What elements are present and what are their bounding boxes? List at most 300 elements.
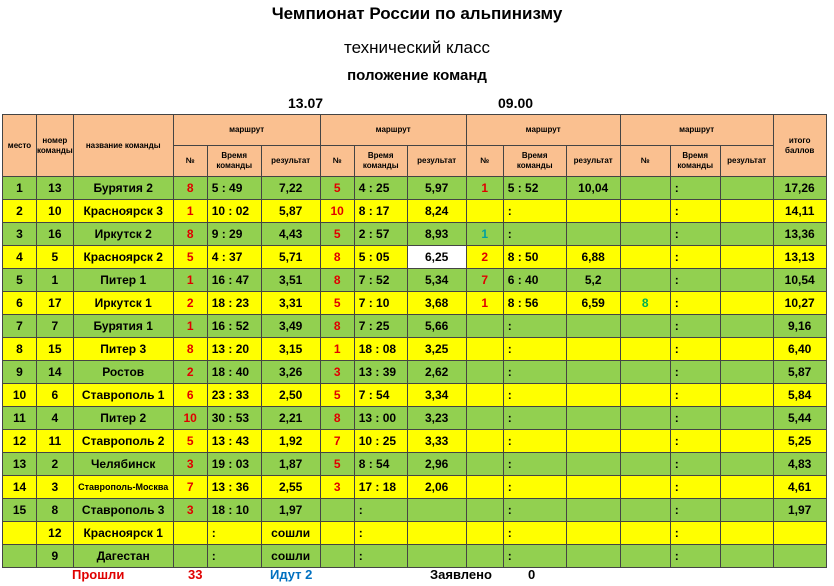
cell-route-1-no: 10	[173, 407, 207, 430]
header-time: Время команды	[207, 146, 261, 177]
cell-route-3-result: 5,2	[566, 269, 620, 292]
cell-route-3-result	[566, 407, 620, 430]
cell-route-1-time: 13 : 43	[207, 430, 261, 453]
header-route-2: маршрут	[320, 115, 466, 146]
cell-route-3-result: 10,04	[566, 177, 620, 200]
cell-route-4-no: 8	[620, 292, 670, 315]
table-row	[3, 223, 827, 246]
cell-team-number: 13	[37, 177, 74, 200]
cell-route-1-no: 6	[173, 384, 207, 407]
cell-route-4-time: :	[670, 361, 720, 384]
cell-route-2-time: 10 : 25	[354, 430, 407, 453]
cell-total: 4,61	[773, 476, 826, 499]
cell-route-2-time: :	[354, 499, 407, 522]
cell-route-4-time: :	[670, 200, 720, 223]
cell-route-4-result	[720, 407, 773, 430]
cell-route-4-no	[620, 361, 670, 384]
cell-route-1-time: 18 : 40	[207, 361, 261, 384]
cell-route-4-time: :	[670, 476, 720, 499]
cell-route-4-time: :	[670, 177, 720, 200]
cell-route-2-no: 10	[320, 200, 354, 223]
cell-route-3-time: :	[503, 476, 566, 499]
going-label: Идут 2	[270, 567, 313, 582]
header-time: Время команды	[354, 146, 407, 177]
table-row	[3, 338, 827, 361]
table-row	[3, 292, 827, 315]
cell-route-2-result: 8,93	[407, 223, 466, 246]
cell-route-2-result: 2,62	[407, 361, 466, 384]
cell-route-4-result	[720, 499, 773, 522]
cell-team-name: Ставрополь 2	[73, 430, 173, 453]
cell-route-4-no	[620, 430, 670, 453]
cell-team-number: 2	[37, 453, 74, 476]
cell-route-2-result: 3,25	[407, 338, 466, 361]
cell-route-3-no: 7	[466, 269, 503, 292]
cell-team-number: 10	[37, 200, 74, 223]
header-route-4: маршрут	[620, 115, 773, 146]
cell-route-3-time: 6 : 40	[503, 269, 566, 292]
cell-route-1-time: 10 : 02	[207, 200, 261, 223]
cell-route-4-no	[620, 384, 670, 407]
cell-route-1-no: 5	[173, 246, 207, 269]
cell-route-4-result	[720, 269, 773, 292]
cell-route-4-result	[720, 545, 773, 568]
cell-route-4-time: :	[670, 338, 720, 361]
cell-route-3-time: :	[503, 315, 566, 338]
cell-team-number: 9	[37, 545, 74, 568]
cell-route-3-time: :	[503, 338, 566, 361]
cell-route-1-time: 16 : 47	[207, 269, 261, 292]
cell-route-1-result: 2,55	[261, 476, 320, 499]
cell-route-1-no: 3	[173, 453, 207, 476]
cell-team-number: 16	[37, 223, 74, 246]
cell-route-4-result	[720, 292, 773, 315]
cell-route-3-no	[466, 430, 503, 453]
cell-place: 13	[3, 453, 37, 476]
cell-route-2-no: 3	[320, 361, 354, 384]
cell-route-2-no: 5	[320, 177, 354, 200]
cell-team-name: Дагестан	[73, 545, 173, 568]
cell-total: 13,13	[773, 246, 826, 269]
cell-route-1-result: 5,87	[261, 200, 320, 223]
cell-route-1-no: 8	[173, 223, 207, 246]
cell-route-4-no	[620, 177, 670, 200]
cell-route-3-result	[566, 499, 620, 522]
cell-route-4-no	[620, 338, 670, 361]
cell-route-2-result: 8,24	[407, 200, 466, 223]
cell-team-name: Ростов	[73, 361, 173, 384]
cell-total: 5,87	[773, 361, 826, 384]
cell-route-4-no	[620, 545, 670, 568]
cell-route-2-time: 18 : 08	[354, 338, 407, 361]
cell-team-name: Бурятия 1	[73, 315, 173, 338]
cell-route-1-result: 5,71	[261, 246, 320, 269]
cell-total: 6,40	[773, 338, 826, 361]
cell-place: 1	[3, 177, 37, 200]
table-row	[3, 407, 827, 430]
cell-route-1-time: 13 : 20	[207, 338, 261, 361]
cell-route-1-result: сошли	[261, 545, 320, 568]
cell-route-3-result: 6,88	[566, 246, 620, 269]
cell-total: 1,97	[773, 499, 826, 522]
cell-route-2-time: 13 : 39	[354, 361, 407, 384]
cell-route-3-result	[566, 361, 620, 384]
cell-route-3-time: :	[503, 200, 566, 223]
header-result: результат	[720, 146, 773, 177]
cell-route-3-no: 1	[466, 292, 503, 315]
cell-route-3-no	[466, 499, 503, 522]
cell-route-1-no: 1	[173, 269, 207, 292]
cell-route-2-time: 7 : 10	[354, 292, 407, 315]
cell-route-2-result: 3,68	[407, 292, 466, 315]
cell-total: 9,16	[773, 315, 826, 338]
cell-route-3-result	[566, 200, 620, 223]
cell-route-2-time: 7 : 54	[354, 384, 407, 407]
table-row	[3, 246, 827, 269]
cell-route-4-time: :	[670, 407, 720, 430]
cell-route-4-result	[720, 384, 773, 407]
cell-team-number: 1	[37, 269, 74, 292]
cell-route-4-result	[720, 177, 773, 200]
cell-route-4-no	[620, 315, 670, 338]
cell-route-1-result: 2,21	[261, 407, 320, 430]
cell-route-2-no: 3	[320, 476, 354, 499]
cell-route-1-no: 2	[173, 292, 207, 315]
cell-route-1-no	[173, 545, 207, 568]
cell-route-4-no	[620, 246, 670, 269]
cell-route-1-no: 7	[173, 476, 207, 499]
cell-route-2-time: 4 : 25	[354, 177, 407, 200]
cell-route-3-no	[466, 522, 503, 545]
table-row	[3, 522, 827, 545]
cell-place: 12	[3, 430, 37, 453]
cell-team-number: 5	[37, 246, 74, 269]
cell-route-4-time: :	[670, 453, 720, 476]
cell-team-number: 6	[37, 384, 74, 407]
header-no: №	[466, 146, 503, 177]
cell-route-4-no	[620, 269, 670, 292]
cell-route-4-time: :	[670, 292, 720, 315]
cell-route-2-time: 8 : 54	[354, 453, 407, 476]
standings-table	[2, 114, 827, 568]
header-time: Время команды	[670, 146, 720, 177]
cell-route-2-no: 1	[320, 338, 354, 361]
cell-route-1-time: 9 : 29	[207, 223, 261, 246]
cell-route-3-time: :	[503, 499, 566, 522]
cell-route-3-result	[566, 315, 620, 338]
cell-route-2-time: 2 : 57	[354, 223, 407, 246]
cell-route-3-time: :	[503, 407, 566, 430]
cell-route-1-result: 1,97	[261, 499, 320, 522]
cell-route-1-result: 4,43	[261, 223, 320, 246]
header-team-number: номер команды	[37, 115, 74, 177]
cell-route-4-result	[720, 200, 773, 223]
cell-route-1-no: 5	[173, 430, 207, 453]
cell-place: 3	[3, 223, 37, 246]
cell-team-name: Ставрополь-Москва	[73, 476, 173, 499]
cell-route-4-no	[620, 407, 670, 430]
cell-route-2-result: 5,34	[407, 269, 466, 292]
cell-route-1-result: 2,50	[261, 384, 320, 407]
table-row	[3, 384, 827, 407]
cell-route-1-no: 2	[173, 361, 207, 384]
cell-route-4-no	[620, 223, 670, 246]
cell-route-3-time: :	[503, 453, 566, 476]
cell-route-1-no: 8	[173, 338, 207, 361]
passed-count: 33	[188, 567, 203, 582]
cell-route-2-result: 3,34	[407, 384, 466, 407]
table-row	[3, 430, 827, 453]
cell-route-3-time: 8 : 56	[503, 292, 566, 315]
cell-route-3-time: :	[503, 361, 566, 384]
cell-place: 2	[3, 200, 37, 223]
cell-route-1-no	[173, 522, 207, 545]
cell-route-2-time: 5 : 05	[354, 246, 407, 269]
cell-route-1-time: 30 : 53	[207, 407, 261, 430]
cell-route-2-time: 13 : 00	[354, 407, 407, 430]
table-row	[3, 269, 827, 292]
cell-route-2-time: 17 : 18	[354, 476, 407, 499]
cell-route-1-time: 18 : 10	[207, 499, 261, 522]
cell-route-4-no	[620, 453, 670, 476]
cell-route-2-result: 5,97	[407, 177, 466, 200]
cell-route-1-time: :	[207, 522, 261, 545]
cell-team-number: 17	[37, 292, 74, 315]
cell-route-1-result: 3,51	[261, 269, 320, 292]
cell-route-2-no: 5	[320, 292, 354, 315]
cell-route-4-result	[720, 476, 773, 499]
cell-route-4-no	[620, 522, 670, 545]
cell-team-number: 12	[37, 522, 74, 545]
cell-route-3-result	[566, 223, 620, 246]
declared-count: 0	[528, 567, 536, 582]
cell-route-3-result	[566, 522, 620, 545]
cell-place: 11	[3, 407, 37, 430]
cell-place: 7	[3, 315, 37, 338]
cell-route-1-no: 1	[173, 315, 207, 338]
page-title: Чемпионат России по альпинизму	[271, 4, 563, 23]
cell-route-3-no: 2	[466, 246, 503, 269]
cell-route-2-time: 8 : 17	[354, 200, 407, 223]
cell-team-name: Иркутск 1	[73, 292, 173, 315]
cell-route-2-no	[320, 545, 354, 568]
cell-team-name: Бурятия 2	[73, 177, 173, 200]
cell-route-1-result: сошли	[261, 522, 320, 545]
cell-route-3-no: 1	[466, 223, 503, 246]
cell-route-2-result: 3,33	[407, 430, 466, 453]
cell-route-1-time: 16 : 52	[207, 315, 261, 338]
cell-route-2-result	[407, 499, 466, 522]
header-route-1: маршрут	[173, 115, 320, 146]
table-row	[3, 545, 827, 568]
page-subtitle: технический класс	[343, 38, 491, 57]
cell-route-3-time: :	[503, 522, 566, 545]
cell-team-number: 15	[37, 338, 74, 361]
cell-route-1-time: 4 : 37	[207, 246, 261, 269]
cell-route-4-result	[720, 522, 773, 545]
cell-route-2-time: :	[354, 545, 407, 568]
cell-route-3-result	[566, 384, 620, 407]
cell-route-1-time: :	[207, 545, 261, 568]
cell-route-4-no	[620, 200, 670, 223]
cell-route-1-result: 3,26	[261, 361, 320, 384]
cell-team-number: 11	[37, 430, 74, 453]
cell-route-2-no: 8	[320, 246, 354, 269]
cell-place: 10	[3, 384, 37, 407]
cell-team-number: 4	[37, 407, 74, 430]
cell-route-1-no: 1	[173, 200, 207, 223]
cell-route-2-result: 2,06	[407, 476, 466, 499]
cell-route-3-no	[466, 476, 503, 499]
cell-route-2-no: 8	[320, 407, 354, 430]
header-total: итого баллов	[773, 115, 826, 177]
header-result: результат	[407, 146, 466, 177]
cell-total: 5,44	[773, 407, 826, 430]
cell-route-4-result	[720, 361, 773, 384]
cell-place: 4	[3, 246, 37, 269]
cell-route-1-result: 3,49	[261, 315, 320, 338]
cell-route-3-no	[466, 315, 503, 338]
cell-team-name: Ставрополь 1	[73, 384, 173, 407]
cell-team-name: Красноярск 3	[73, 200, 173, 223]
cell-route-3-time: 8 : 50	[503, 246, 566, 269]
cell-total: 17,26	[773, 177, 826, 200]
cell-route-1-time: 19 : 03	[207, 453, 261, 476]
cell-route-3-time: :	[503, 430, 566, 453]
cell-route-2-time: 7 : 25	[354, 315, 407, 338]
cell-route-1-time: 23 : 33	[207, 384, 261, 407]
cell-route-3-no: 1	[466, 177, 503, 200]
table-row	[3, 200, 827, 223]
table-row	[3, 499, 827, 522]
cell-route-3-time: :	[503, 223, 566, 246]
cell-total: 10,27	[773, 292, 826, 315]
cell-route-2-no: 5	[320, 453, 354, 476]
cell-total	[773, 545, 826, 568]
cell-route-3-time: :	[503, 384, 566, 407]
header-no: №	[620, 146, 670, 177]
cell-route-3-no	[466, 545, 503, 568]
cell-team-number: 14	[37, 361, 74, 384]
cell-total: 5,84	[773, 384, 826, 407]
cell-route-3-time: 5 : 52	[503, 177, 566, 200]
cell-place: 6	[3, 292, 37, 315]
cell-route-3-result	[566, 476, 620, 499]
cell-team-number: 3	[37, 476, 74, 499]
cell-route-4-time: :	[670, 499, 720, 522]
cell-route-1-time: 13 : 36	[207, 476, 261, 499]
cell-route-4-result	[720, 453, 773, 476]
cell-route-4-time: :	[670, 223, 720, 246]
table-row	[3, 315, 827, 338]
cell-route-3-result	[566, 430, 620, 453]
cell-team-name: Красноярск 2	[73, 246, 173, 269]
header-team-name: название команды	[73, 115, 173, 177]
cell-route-3-result: 6,59	[566, 292, 620, 315]
time-label: 09.00	[498, 95, 534, 111]
header-route-3: маршрут	[466, 115, 620, 146]
cell-route-4-result	[720, 315, 773, 338]
cell-route-4-time: :	[670, 246, 720, 269]
header-result: результат	[566, 146, 620, 177]
cell-total: 10,54	[773, 269, 826, 292]
table-row	[3, 177, 827, 200]
cell-route-4-result	[720, 338, 773, 361]
cell-route-2-time: :	[354, 522, 407, 545]
cell-route-2-no: 5	[320, 384, 354, 407]
cell-route-4-result	[720, 223, 773, 246]
cell-route-2-result: 6,25	[407, 246, 466, 269]
cell-team-name: Иркутск 2	[73, 223, 173, 246]
header-result: результат	[261, 146, 320, 177]
cell-route-4-time: :	[670, 315, 720, 338]
cell-route-2-no: 5	[320, 223, 354, 246]
cell-route-2-result: 3,23	[407, 407, 466, 430]
cell-place	[3, 545, 37, 568]
cell-team-name: Красноярск 1	[73, 522, 173, 545]
cell-team-name: Питер 2	[73, 407, 173, 430]
cell-route-3-result	[566, 545, 620, 568]
header-no: №	[173, 146, 207, 177]
cell-route-4-time: :	[670, 545, 720, 568]
cell-route-1-result: 3,31	[261, 292, 320, 315]
cell-route-1-no: 8	[173, 177, 207, 200]
cell-place	[3, 522, 37, 545]
cell-place: 9	[3, 361, 37, 384]
declared-label: Заявлено	[430, 567, 492, 582]
cell-route-3-no	[466, 200, 503, 223]
cell-route-1-result: 1,87	[261, 453, 320, 476]
cell-place: 14	[3, 476, 37, 499]
cell-route-4-result	[720, 430, 773, 453]
cell-route-2-time: 7 : 52	[354, 269, 407, 292]
cell-route-3-time: :	[503, 545, 566, 568]
cell-place: 8	[3, 338, 37, 361]
header-no: №	[320, 146, 354, 177]
cell-route-2-no	[320, 499, 354, 522]
cell-team-name: Ставрополь 3	[73, 499, 173, 522]
cell-route-4-no	[620, 499, 670, 522]
cell-route-1-no: 3	[173, 499, 207, 522]
table-row	[3, 453, 827, 476]
cell-route-4-time: :	[670, 269, 720, 292]
cell-route-4-time: :	[670, 430, 720, 453]
cell-total: 13,36	[773, 223, 826, 246]
cell-place: 15	[3, 499, 37, 522]
cell-route-1-time: 5 : 49	[207, 177, 261, 200]
cell-route-2-no: 8	[320, 269, 354, 292]
cell-place: 5	[3, 269, 37, 292]
header-place: место	[3, 115, 37, 177]
cell-route-3-no	[466, 338, 503, 361]
cell-team-name: Челябинск	[73, 453, 173, 476]
cell-route-4-time: :	[670, 384, 720, 407]
cell-total	[773, 522, 826, 545]
cell-route-2-no: 7	[320, 430, 354, 453]
cell-route-1-result: 3,15	[261, 338, 320, 361]
cell-route-2-no	[320, 522, 354, 545]
cell-route-1-result: 1,92	[261, 430, 320, 453]
cell-route-3-no	[466, 407, 503, 430]
cell-route-3-no	[466, 453, 503, 476]
cell-route-4-result	[720, 246, 773, 269]
cell-route-3-no	[466, 384, 503, 407]
cell-route-2-no: 8	[320, 315, 354, 338]
cell-total: 14,11	[773, 200, 826, 223]
passed-label: Прошли	[72, 567, 125, 582]
cell-route-2-result	[407, 545, 466, 568]
cell-team-name: Питер 1	[73, 269, 173, 292]
